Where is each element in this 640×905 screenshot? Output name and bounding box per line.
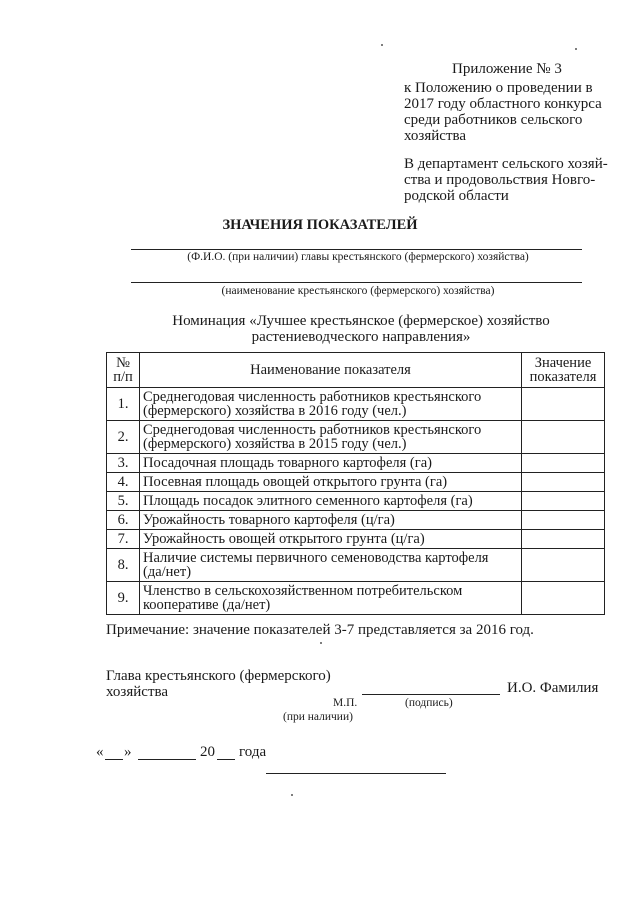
signatory-position: [106, 668, 331, 700]
row-indicator-name: [140, 454, 522, 473]
col-header-num: [107, 353, 140, 388]
row-number: 9.: [107, 582, 140, 615]
addressee-line: родской области: [404, 188, 509, 204]
position-line: хозяйства: [106, 684, 169, 700]
row-number: 4.: [107, 473, 140, 492]
scan-speck: [575, 48, 577, 50]
nomination-line: растениеводческого направления»: [251, 329, 471, 345]
indicator-line: (фермерского) хозяйства в 2015 году (чел.): [143, 436, 407, 452]
table-note: Примечание: значение показателей 3-7 представляется за 2016 год.: [106, 622, 534, 638]
scan-speck: [381, 44, 383, 46]
date-line: [96, 744, 276, 762]
table-header-row: [107, 353, 605, 388]
header-value-line: показателя: [529, 369, 597, 385]
col-header-value: [522, 353, 605, 388]
indicators-table: [106, 352, 605, 615]
table-row: [107, 511, 605, 530]
row-value-cell[interactable]: [522, 511, 605, 530]
indicator-line: кооперативе (да/нет): [143, 597, 271, 613]
regulation-line: 2017 году областного конкурса: [404, 96, 602, 112]
table-row: [107, 492, 605, 511]
row-indicator-name: [140, 473, 522, 492]
addressee-line: В департамент сельского хозяй-: [404, 156, 608, 172]
indicator-line: Урожайность овощей открытого грунта (ц/га): [143, 531, 425, 547]
indicator-line: Среднегодовая численность работников крестьянского: [143, 389, 482, 405]
table-row: [107, 454, 605, 473]
signature-caption: (подпись): [405, 697, 453, 709]
row-value-cell[interactable]: [522, 421, 605, 454]
table-row: [107, 530, 605, 549]
addressee-block: [404, 156, 608, 204]
addressee-line: ства и продовольствия Новго-: [404, 172, 596, 188]
signatory-name: И.О. Фамилия: [507, 680, 599, 696]
row-number: 7.: [107, 530, 140, 549]
row-value-cell[interactable]: [522, 582, 605, 615]
indicator-line: (да/нет): [143, 564, 192, 580]
head-name-caption: (Ф.И.О. (при наличии) главы крестьянского (фермерского) хозяйства): [187, 251, 529, 263]
regulation-reference: [404, 80, 602, 144]
appendix-number: Приложение № 3: [452, 61, 562, 77]
document-title: ЗНАЧЕНИЯ ПОКАЗАТЕЛЕЙ: [222, 217, 418, 233]
indicator-line: Посевная площадь овощей открытого грунта (га): [143, 474, 448, 490]
header-num-symbol: №: [116, 355, 130, 371]
row-number: 1.: [107, 388, 140, 421]
bottom-signature-line[interactable]: [266, 773, 446, 774]
regulation-line: к Положению о проведении в: [404, 80, 593, 96]
farm-name-caption: (наименование крестьянского (фермерского) хозяйства): [221, 285, 495, 297]
row-value-cell[interactable]: [522, 492, 605, 511]
indicator-line: (фермерского) хозяйства в 2016 году (чел.): [143, 403, 407, 419]
col-header-name: Наименование показателя: [140, 353, 522, 388]
indicator-line: Наличие системы первичного семеноводства картофеля: [143, 550, 489, 566]
farm-name-field[interactable]: [131, 282, 582, 283]
table-row: [107, 473, 605, 492]
indicator-line: Среднегодовая численность работников крестьянского: [143, 422, 482, 438]
table-row: [107, 582, 605, 615]
stamp-note: (при наличии): [283, 711, 353, 723]
scan-speck: [320, 642, 322, 644]
table-row: [107, 549, 605, 582]
row-indicator-name: [140, 582, 522, 615]
row-number: 6.: [107, 511, 140, 530]
year-prefix: 20: [200, 744, 215, 760]
position-line: Глава крестьянского (фермерского): [106, 668, 331, 684]
table-row: [107, 388, 605, 421]
row-number: 5.: [107, 492, 140, 511]
date-quote-open: «: [96, 744, 104, 760]
row-value-cell[interactable]: [522, 549, 605, 582]
indicator-line: Урожайность товарного картофеля (ц/га): [143, 512, 395, 528]
year-suffix: года: [239, 744, 267, 760]
row-value-cell[interactable]: [522, 530, 605, 549]
row-number: 2.: [107, 421, 140, 454]
indicator-line: Площадь посадок элитного семенного картофеля (га): [143, 493, 473, 509]
nomination: [0, 313, 640, 345]
signature-field[interactable]: [362, 694, 500, 695]
row-indicator-name: [140, 421, 522, 454]
row-indicator-name: [140, 549, 522, 582]
date-quote-close: »: [124, 744, 132, 760]
table-row: [107, 421, 605, 454]
row-number: 8.: [107, 549, 140, 582]
scan-speck: [291, 794, 293, 796]
indicator-line: Посадочная площадь товарного картофеля (га): [143, 455, 432, 471]
row-value-cell[interactable]: [522, 388, 605, 421]
row-number: 3.: [107, 454, 140, 473]
head-name-field[interactable]: [131, 249, 582, 250]
indicator-line: Членство в сельскохозяйственном потребительском: [143, 583, 463, 599]
row-value-cell[interactable]: [522, 454, 605, 473]
header-num-label: п/п: [113, 369, 133, 385]
row-indicator-name: [140, 530, 522, 549]
regulation-line: хозяйства: [404, 128, 467, 144]
row-indicator-name: [140, 492, 522, 511]
row-indicator-name: [140, 388, 522, 421]
row-value-cell[interactable]: [522, 473, 605, 492]
day-field[interactable]: [105, 759, 123, 760]
month-field[interactable]: [138, 759, 196, 760]
year-field[interactable]: [217, 759, 235, 760]
nomination-line: Номинация «Лучшее крестьянское (фермерское) хозяйство: [172, 313, 550, 329]
header-value-line: Значение: [534, 355, 592, 371]
regulation-line: среди работников сельского: [404, 112, 583, 128]
stamp-label: М.П.: [333, 697, 358, 709]
row-indicator-name: [140, 511, 522, 530]
